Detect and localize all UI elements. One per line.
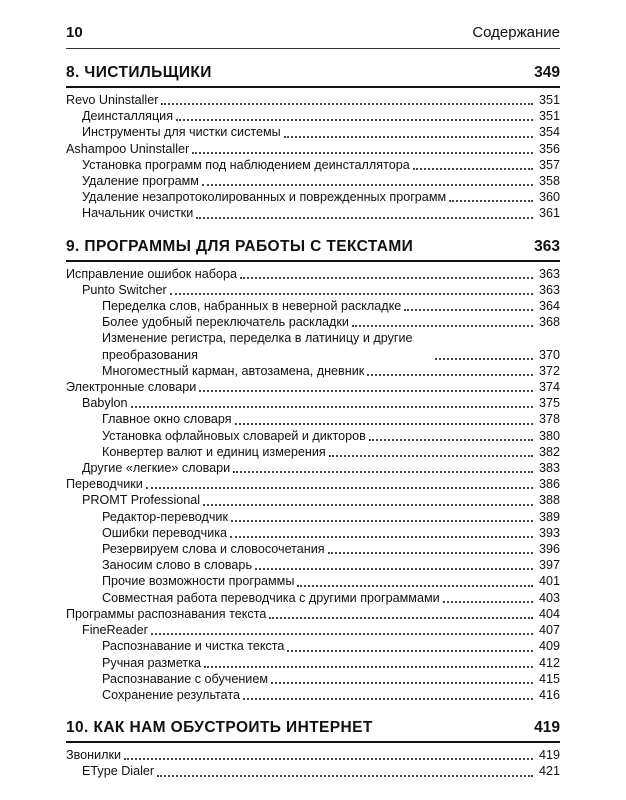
toc-entry-title: Revo Uninstaller (66, 93, 159, 107)
toc-entry-title: Конвертер валют и единиц измерения (102, 444, 326, 459)
dot-leader (443, 601, 533, 603)
toc-entry-page: 389 (538, 509, 560, 524)
dot-leader (369, 439, 533, 441)
toc-entry-page: 375 (538, 396, 560, 411)
chapter-page: 419 (534, 719, 560, 737)
toc-entry (66, 141, 560, 157)
toc-entry-page: 388 (538, 493, 560, 508)
dot-leader (199, 390, 533, 392)
toc-entry-page: 421 (538, 764, 560, 779)
toc-entry (66, 671, 560, 687)
toc-entry (66, 395, 560, 411)
toc-entry-page: 354 (538, 125, 560, 140)
dot-leader (131, 406, 533, 408)
toc-entry-page: 378 (538, 412, 560, 427)
toc-entry-page: 358 (538, 174, 560, 189)
toc-entry-title: Более удобный переключатель раскладки (102, 315, 349, 330)
toc-entry-title: Ошибки переводчика (102, 525, 228, 540)
dot-leader (176, 119, 533, 121)
toc-entry (66, 157, 560, 173)
toc-entry (66, 92, 560, 108)
toc-entry (66, 622, 560, 638)
toc-entry-title: Ashampoo Uninstaller (66, 141, 190, 156)
toc-entry-page: 383 (538, 461, 560, 476)
toc-entry (66, 363, 560, 379)
dot-leader (192, 152, 533, 154)
dot-leader (235, 423, 533, 425)
toc-entry-title: EType Dialer (82, 764, 155, 779)
toc-entry (66, 541, 560, 557)
toc-chapter-section (66, 62, 560, 222)
toc-entry-title: Электронные словари (66, 380, 197, 395)
dot-leader (404, 309, 533, 311)
toc-entry (66, 655, 560, 671)
toc-entry-title: Главное окно словаря (102, 412, 232, 427)
toc-entry-title: Исправление ошибок набора (66, 266, 237, 281)
toc-entry (66, 525, 560, 541)
toc-entry-title: Прочие возможности программы (102, 574, 295, 589)
toc-chapter-section (66, 236, 560, 703)
dot-leader (449, 200, 533, 202)
page-number: 10 (66, 24, 83, 41)
table-of-contents (66, 62, 560, 780)
running-header (66, 24, 560, 44)
toc-entry-page: 409 (538, 639, 560, 654)
toc-entry-title: Сохранение результата (102, 687, 241, 702)
toc-entry (66, 638, 560, 654)
toc-entry (66, 476, 560, 492)
toc-entry-title: Переделка слов, набранных в неверной раскладке (102, 299, 402, 314)
dot-leader (243, 698, 533, 700)
dot-leader (255, 568, 533, 570)
dot-leader (240, 277, 533, 279)
chapter-title: 9. ПРОГРАММЫ ДЛЯ РАБОТЫ С ТЕКСТАМИ (66, 237, 414, 255)
toc-entry (66, 687, 560, 703)
toc-entry-page: 351 (538, 93, 560, 107)
toc-entry-title: Punto Switcher (82, 282, 167, 297)
toc-entry (66, 124, 560, 140)
toc-entry-title: Установка офлайновых словарей и дикторов (102, 428, 366, 443)
dot-leader (413, 168, 533, 170)
dot-leader (329, 455, 533, 457)
toc-entry-page: 351 (538, 109, 560, 124)
toc-entry-page: 370 (538, 347, 560, 362)
toc-entry (66, 606, 560, 622)
toc-entry (66, 747, 560, 763)
dot-leader (170, 293, 533, 295)
toc-entry-page: 363 (538, 282, 560, 297)
toc-entry-page: 407 (538, 623, 560, 638)
toc-entry-page: 372 (538, 363, 560, 378)
toc-entry (66, 444, 560, 460)
toc-entry-title: Программы распознавания текста (66, 606, 267, 621)
toc-entry (66, 460, 560, 476)
toc-entry-page: 386 (538, 477, 560, 492)
toc-entry-page: 416 (538, 687, 560, 702)
dot-leader (328, 552, 533, 554)
toc-entry-title: Заносим слово в словарь (102, 558, 252, 573)
toc-chapter-section (66, 717, 560, 779)
toc-entry-title: Изменение регистра, переделка в латиницу и другие преобразования (102, 331, 413, 362)
toc-entry-page: 419 (538, 748, 560, 763)
toc-entry-title: Начальник очистки (82, 206, 194, 221)
toc-entry (66, 282, 560, 298)
toc-entry (66, 108, 560, 124)
chapter-page: 349 (534, 64, 560, 81)
dot-leader (146, 487, 533, 489)
toc-entry (66, 189, 560, 205)
toc-entry-title: Ручная разметка (102, 655, 201, 670)
toc-entry-page: 380 (538, 428, 560, 443)
dot-leader (435, 358, 533, 360)
toc-entry-page: 364 (538, 299, 560, 314)
running-title: Содержание (472, 24, 560, 41)
toc-entry-page: 415 (538, 671, 560, 686)
chapter-title: 10. КАК НАМ ОБУСТРОИТЬ ИНТЕРНЕТ (66, 719, 373, 737)
toc-entry-title: Звонилки (66, 748, 122, 763)
toc-entry-page: 374 (538, 380, 560, 395)
toc-entry (66, 492, 560, 508)
toc-entry-page: 382 (538, 444, 560, 459)
toc-entry-title: Инструменты для чистки системы (82, 125, 281, 140)
toc-entry-page: 397 (538, 558, 560, 573)
dot-leader (271, 682, 533, 684)
dot-leader (202, 184, 533, 186)
dot-leader (367, 374, 533, 376)
dot-leader (204, 666, 533, 668)
toc-entry (66, 428, 560, 444)
toc-entry-title: FineReader (82, 623, 148, 638)
dot-leader (124, 758, 533, 760)
toc-entry-page: 368 (538, 315, 560, 330)
toc-entry (66, 763, 560, 779)
dot-leader (231, 520, 533, 522)
chapter-title: 8. ЧИСТИЛЬЩИКИ (66, 64, 212, 81)
chapter-heading (66, 236, 560, 262)
dot-leader (157, 775, 533, 777)
toc-entry (66, 298, 560, 314)
toc-entry-title: Установка программ под наблюдением деинсталлятора (82, 157, 410, 172)
toc-entry-page: 361 (538, 206, 560, 221)
toc-entry (66, 330, 560, 362)
toc-entry-title: Деинсталляция (82, 109, 174, 124)
toc-entry (66, 590, 560, 606)
toc-entry-title: Babylon (82, 396, 128, 411)
toc-entry (66, 573, 560, 589)
chapter-heading (66, 717, 560, 743)
chapter-page: 363 (534, 237, 560, 255)
dot-leader (287, 650, 533, 652)
chapter-heading (66, 62, 560, 88)
toc-entry (66, 509, 560, 525)
toc-entry-page: 404 (538, 606, 560, 621)
dot-leader (196, 217, 533, 219)
dot-leader (297, 585, 533, 587)
toc-entry (66, 379, 560, 395)
dot-leader (352, 325, 533, 327)
dot-leader (203, 504, 533, 506)
toc-entry (66, 266, 560, 282)
header-rule (66, 48, 560, 49)
toc-entry-page: 357 (538, 157, 560, 172)
dot-leader (269, 617, 533, 619)
toc-entry (66, 205, 560, 221)
toc-entry (66, 411, 560, 427)
toc-entry-page: 363 (538, 266, 560, 281)
toc-entry-title: Редактор-переводчик (102, 509, 228, 524)
toc-entry-title: Резервируем слова и словосочетания (102, 542, 325, 557)
toc-entry (66, 314, 560, 330)
toc-entry-title: PROMT Professional (82, 493, 201, 508)
toc-entry-title: Переводчики (66, 477, 143, 492)
toc-entry-page: 412 (538, 655, 560, 670)
toc-entry-title: Распознавание с обучением (102, 671, 268, 686)
toc-entry (66, 173, 560, 189)
toc-entry-page: 396 (538, 542, 560, 557)
toc-entry (66, 557, 560, 573)
dot-leader (161, 103, 533, 105)
dot-leader (230, 536, 533, 538)
dot-leader (284, 136, 533, 138)
toc-entry-page: 393 (538, 525, 560, 540)
toc-entry-page: 403 (538, 590, 560, 605)
toc-entry-title: Совместная работа переводчика с другими программами (102, 590, 440, 605)
toc-entry-title: Многоместный карман, автозамена, дневник (102, 363, 365, 378)
toc-entry-page: 356 (538, 141, 560, 156)
dot-leader (233, 471, 533, 473)
toc-entry-title: Удаление незапротоколированных и поврежденных программ (82, 190, 447, 205)
toc-entry-page: 360 (538, 190, 560, 205)
toc-entry-title: Другие «легкие» словари (82, 461, 231, 476)
toc-entry-page: 401 (538, 574, 560, 589)
toc-entry-title: Удаление программ (82, 174, 199, 189)
dot-leader (151, 633, 533, 635)
toc-entry-title: Распознавание и чистка текста (102, 639, 285, 654)
